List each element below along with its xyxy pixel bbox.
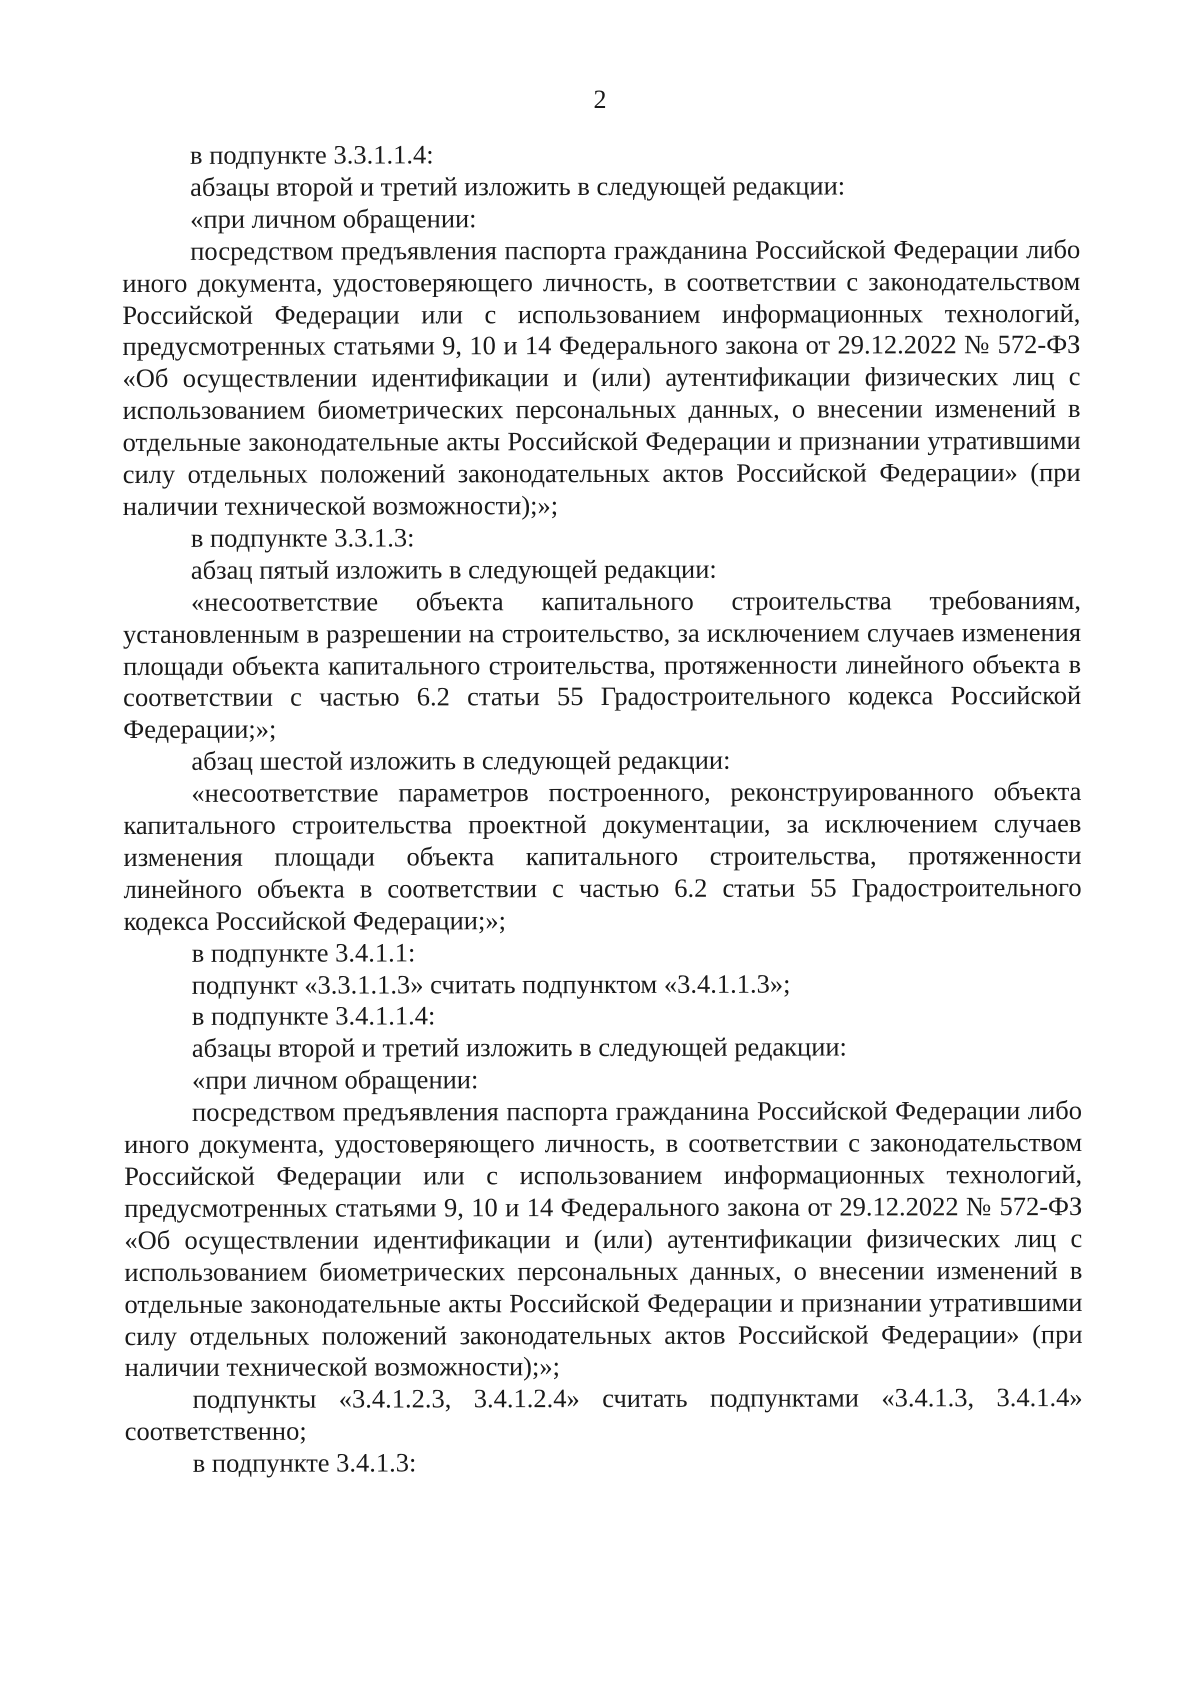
paragraph: подпункты «3.4.1.2.3, 3.4.1.2.4» считать подпунктами «3.4.1.3, 3.4.1.4» соответственно; <box>124 1382 1083 1447</box>
paragraph: «при личном обращении: <box>191 1064 479 1096</box>
paragraph: в подпункте 3.3.1.1.4: <box>189 139 434 170</box>
paragraph: в подпункте 3.3.1.3: <box>190 522 415 553</box>
paragraph: посредством предъявления паспорта гражданина Российской Федерации либо иного документа, удостоверяющего личность, в соответствии с законодательством Российской Федерации или с использованием информационных технологий, предусмотренных статьями 9, 10 и 14 Федерального закона от 29.12.2022 № 572-ФЗ «Об осуществлении идентификации и (или) аутентификации физических лиц с использованием биометрических персональных данных, о внесении изменений в отдельные законодательные акты Российской Федерации и признании утратившими силу отдельных положений законодательных актов Российской Федерации» (при наличии технической возможности);»; <box>124 1095 1083 1383</box>
paragraph: «несоответствие параметров построенного, реконструированного объекта капитального строительства проектной документации, за исключением случаев изменения площади объекта капитального строительства, протяженности линейного объекта в соответствии с частью 6.2 статьи 55 Градостроительного кодекса Российской Федерации;»; <box>123 776 1082 936</box>
paragraph: абзац шестой изложить в следующей редакции: <box>191 744 731 777</box>
page-number: 2 <box>593 85 607 114</box>
paragraph: абзац пятый изложить в следующей редакции: <box>190 553 717 585</box>
paragraph: в подпункте 3.4.1.3: <box>192 1447 417 1479</box>
paragraph: подпункт «3.3.1.1.3» считать подпунктом «3.4.1.1.3»; <box>191 968 791 1000</box>
paragraph: посредством предъявления паспорта гражданина Российской Федерации либо иного документа, удостоверяющего личность, в соответствии с законодательством Российской Федерации или с использованием информационных технологий, предусмотренных статьями 9, 10 и 14 Федерального закона от 29.12.2022 № 572-ФЗ «Об осуществлении идентификации и (или) аутентификации физических лиц с использованием биометрических персональных данных, о внесении изменений в отдельные законодательные акты Российской Федерации и признании утратившими силу отдельных положений законодательных актов Российской Федерации» (при наличии технической возможности);»; <box>122 233 1081 521</box>
paragraph: «при личном обращении: <box>190 203 477 234</box>
paragraph: абзацы второй и третий изложить в следующей редакции: <box>191 1031 847 1064</box>
paragraph: «несоответствие объекта капитального строительства требованиям, установленным в разрешении на строительство, за исключением случаев изменения площади объекта капитального строительства, протяженности линейного объекта в соответствии с частью 6.2 статьи 55 Градостроительного кодекса Российской Федерации;»; <box>123 584 1082 745</box>
paragraph: абзацы второй и третий изложить в следующей редакции: <box>190 170 846 202</box>
paragraph: в подпункте 3.4.1.1: <box>191 937 416 968</box>
document-body <box>122 138 1083 1480</box>
paragraph: в подпункте 3.4.1.1.4: <box>191 1000 436 1032</box>
